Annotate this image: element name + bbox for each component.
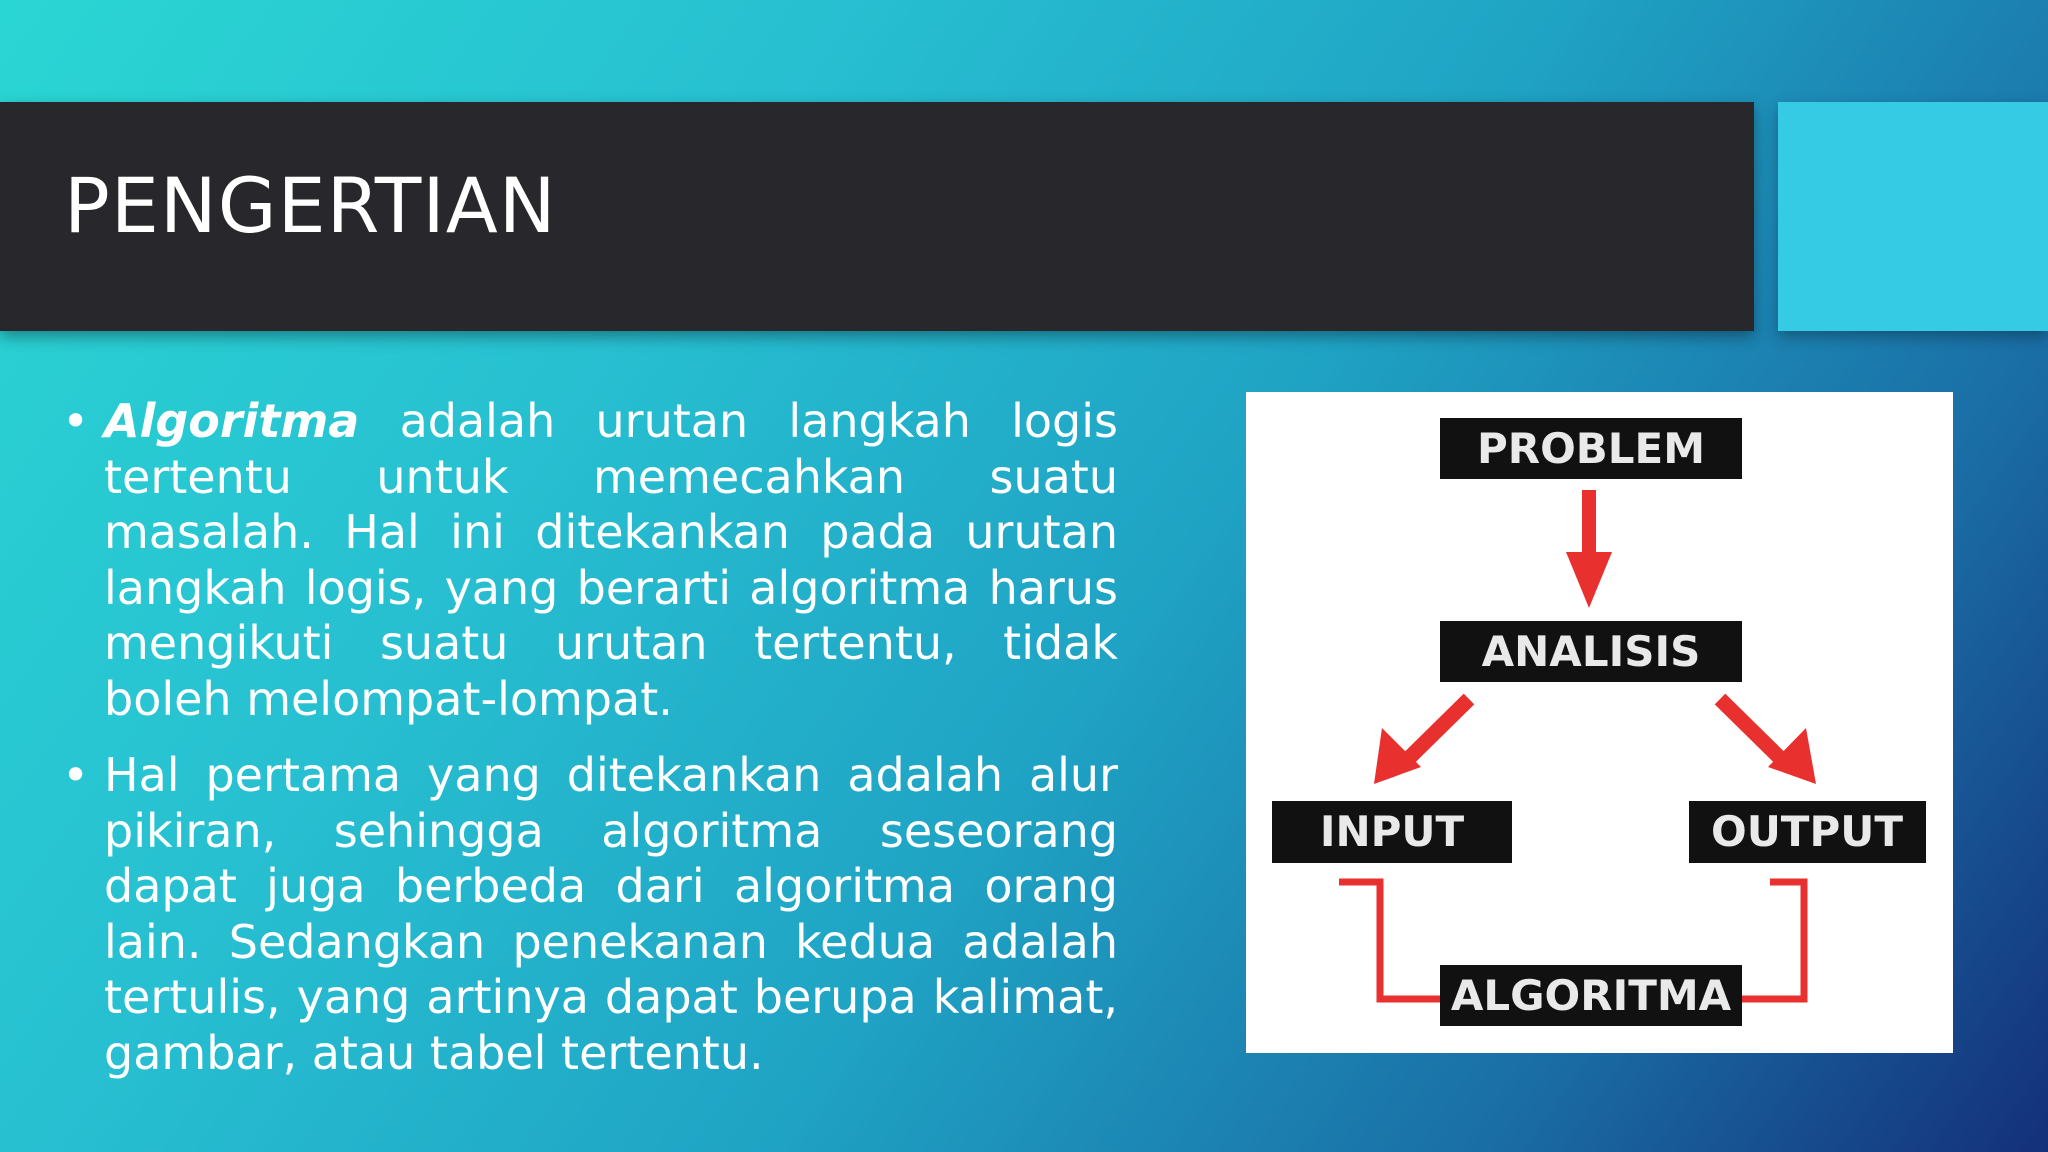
bullet-text: adalah urutan langkah logis tertentu untuk memecahkan suatu masalah. Hal ini ditekankan pada urutan langkah logis, yang berarti algoritma harus mengikuti suatu urutan tertentu, tidak boleh melompat-lompat. — [104, 394, 1118, 726]
arrow-analisis-output — [1720, 699, 1816, 784]
arrow-analisis-input — [1374, 699, 1469, 784]
slide-title: PENGERTIAN — [64, 161, 557, 250]
accent-box — [1778, 102, 2048, 331]
flow-diagram — [1246, 392, 1953, 1053]
slide-content — [62, 394, 1118, 1102]
bullet-marker: • — [62, 748, 90, 802]
loop-output-algoritma — [1736, 882, 1804, 999]
node-problem — [1440, 418, 1742, 479]
arrow-problem-analisis — [1566, 490, 1612, 608]
node-algoritma-label: ALGORITMA — [1450, 971, 1732, 1020]
bullet-marker: • — [62, 394, 90, 448]
node-problem-label: PROBLEM — [1476, 424, 1706, 473]
node-input — [1272, 801, 1512, 863]
node-algoritma — [1440, 965, 1742, 1026]
node-analisis-label: ANALISIS — [1481, 627, 1701, 676]
node-output — [1689, 801, 1926, 863]
node-input-label: INPUT — [1319, 807, 1465, 856]
bullet-text: Hal pertama yang ditekankan adalah alur pikiran, sehingga algoritma seseorang dapat juga berbeda dari algoritma orang lain. Sedangkan penekanan kedua adalah tertulis, yang artinya dapat berupa kalimat, gambar, atau tabel tertentu. — [104, 748, 1118, 1080]
bullet-item — [62, 748, 1118, 1081]
bullet-item — [62, 394, 1118, 727]
loop-input-algoritma — [1339, 882, 1446, 999]
bullet-lead-term: Algoritma — [104, 394, 360, 448]
node-output-label: OUTPUT — [1711, 807, 1903, 856]
node-analisis — [1440, 621, 1742, 682]
